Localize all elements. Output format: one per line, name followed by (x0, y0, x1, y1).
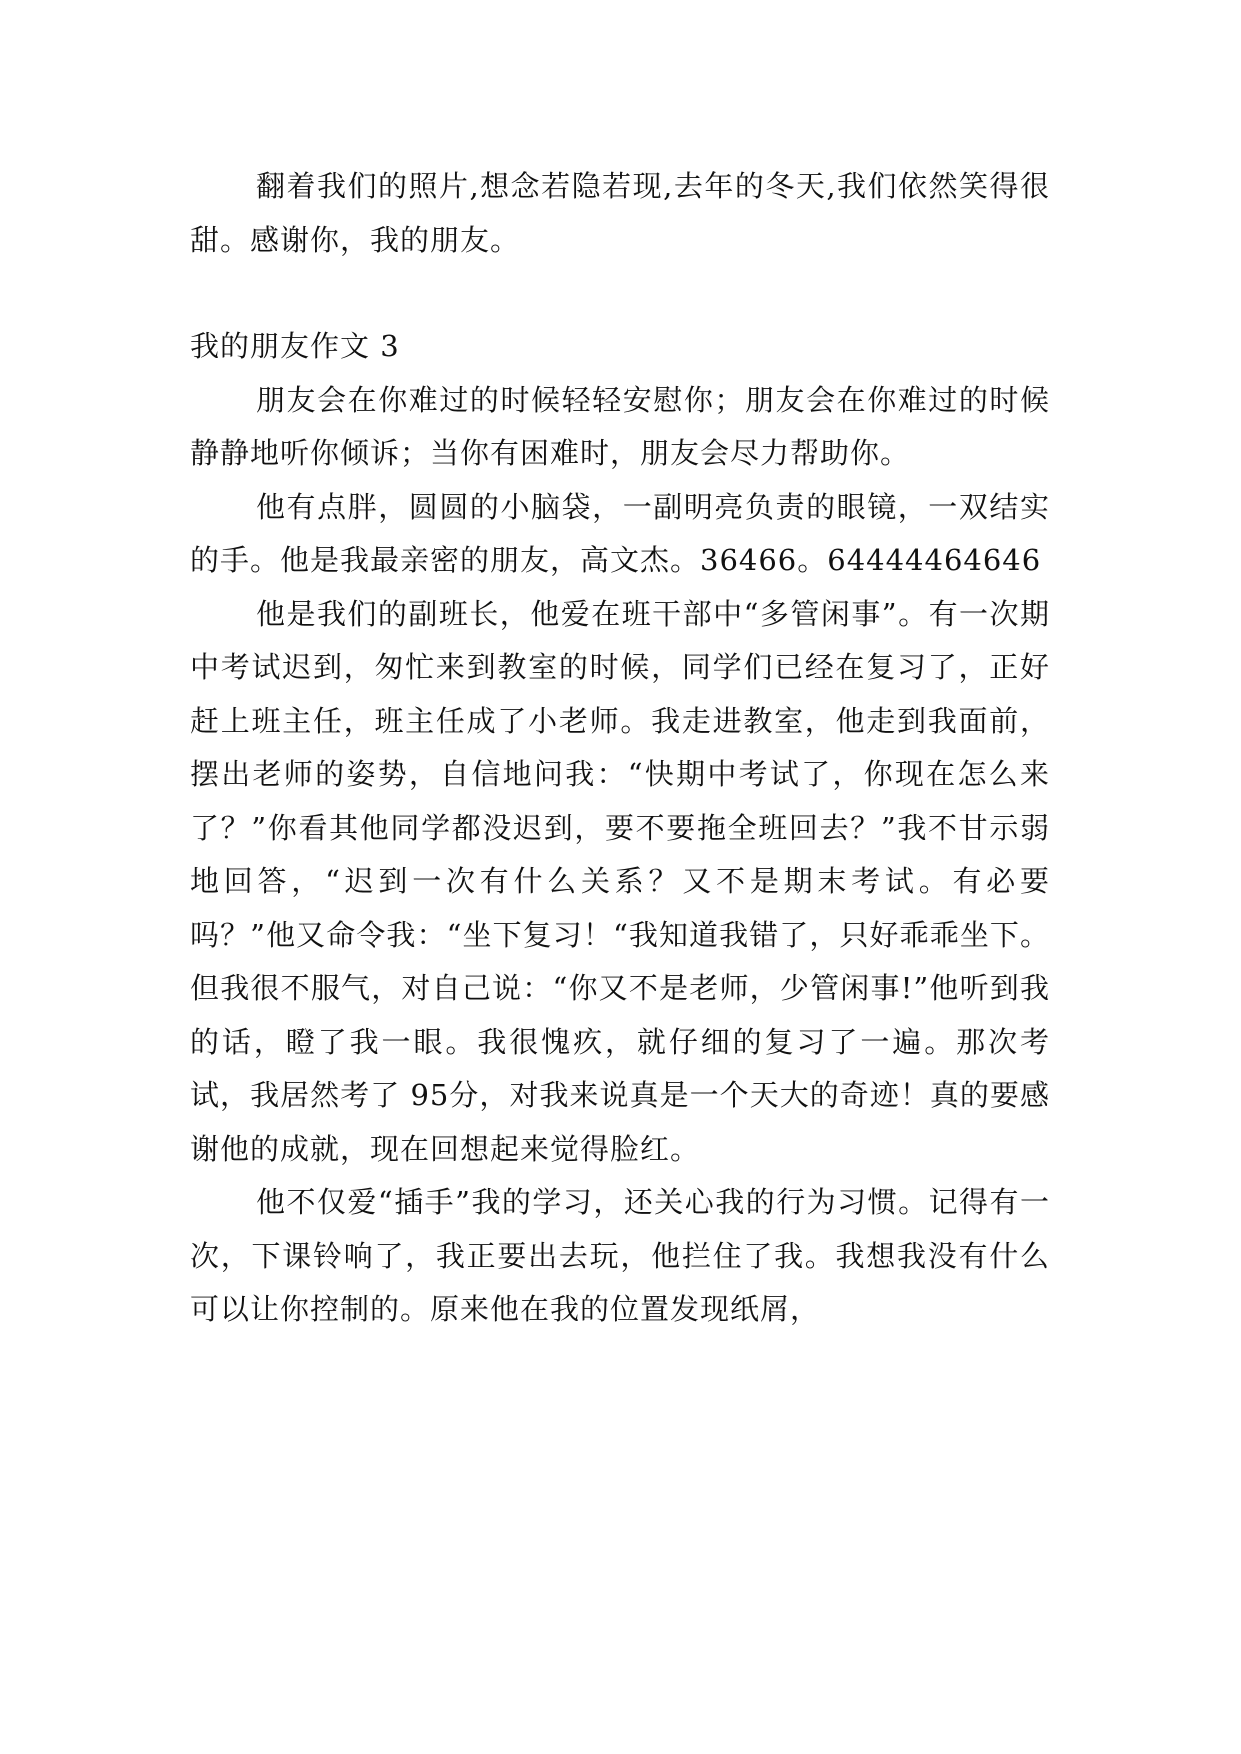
section-heading: 我的朋友作文 3 (190, 329, 400, 363)
paragraph-habits: 他不仅爱“插手”我的学习，还关心我的行为习惯。记得有一次，下课铃响了，我正要出去玩，他拦住了我。我想我没有什么可以让你控制的。原来他在我的位置发现纸屑， (190, 1185, 1050, 1326)
paragraph-exam-story: 他是我们的副班长，他爱在班干部中“多管闲事”。有一次期中考试迟到，匆忙来到教室的时候，同学们已经在复习了，正好赶上班主任，班主任成了小老师。我走进教室，他走到我面前，摆出老师的姿势，自信地问我：“快期中考试了，你现在怎么来了？”你看其他同学都没迟到，要不要拖全班回去？”我不甘示弱地回答，“迟到一次有什么关系？又不是期末考试。有必要吗？”他又命令我：“坐下复习！“我知道我错了，只好乖乖坐下。但我很不服气，对自己说：“你又不是老师，少管闲事!”他听到我的话，瞪了我一眼。我很愧疚，就仔细的复习了一遍。那次考试，我居然考了 95分，对我来说真是一个天大的奇迹！真的要感谢他的成就，现在回想起来觉得脸红。 (190, 596, 1050, 1166)
paragraph-description: 他有点胖，圆圆的小脑袋，一副明亮负责的眼镜，一双结实的手。他是我最亲密的朋友，高文杰。36466。64444464646 (190, 489, 1050, 577)
paragraph-gap (190, 267, 1050, 320)
document-page (190, 160, 1050, 1337)
paragraph-comfort: 朋友会在你难过的时候轻轻安慰你；朋友会在你难过的时候静静地听你倾诉；当你有困难时，朋友会尽力帮助你。 (190, 382, 1050, 470)
paragraph-photos: 翻着我们的照片,想念若隐若现,去年的冬天,我们依然笑得很甜。感谢你，我的朋友。 (190, 169, 1050, 257)
